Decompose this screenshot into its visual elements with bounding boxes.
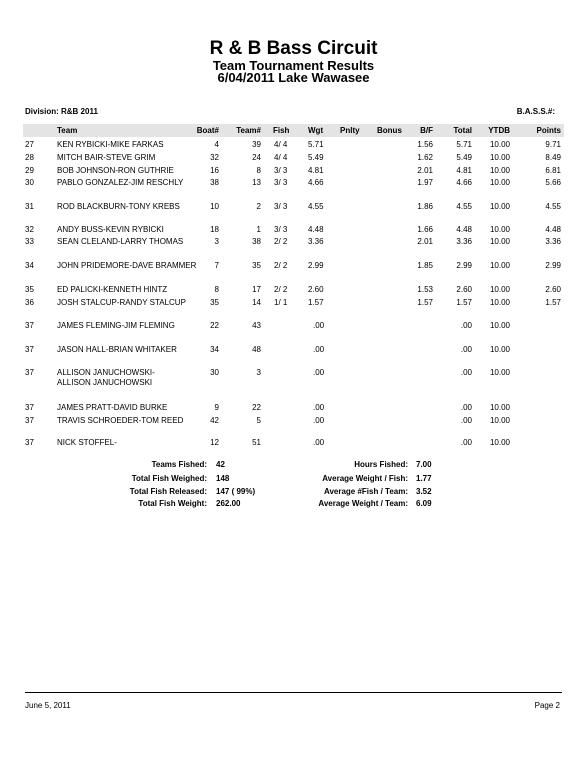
summary-fish-weighed-value: 148 bbox=[216, 474, 230, 483]
row-team-number: 3 bbox=[256, 368, 261, 377]
row-team-number: 39 bbox=[252, 140, 261, 149]
row-team: BOB JOHNSON-RON GUTHRIE bbox=[57, 166, 174, 175]
row-total: .00 bbox=[460, 438, 472, 447]
bass-number-label: B.A.S.S.#: bbox=[516, 107, 555, 116]
row-fish: 2/ 2 bbox=[274, 237, 288, 246]
row-place: 37 bbox=[25, 416, 34, 425]
row-wgt: 2.99 bbox=[308, 261, 324, 270]
row-boat: 9 bbox=[214, 403, 219, 412]
row-place: 36 bbox=[25, 298, 34, 307]
row-boat: 3 bbox=[214, 237, 219, 246]
row-points: 3.36 bbox=[545, 237, 561, 246]
row-total: 2.60 bbox=[456, 285, 472, 294]
col-ytdb: YTDB bbox=[488, 126, 510, 135]
col-bf: B/F bbox=[420, 126, 433, 135]
col-team: Team bbox=[57, 126, 78, 135]
row-team: ALLISON JANUCHOWSKI-ALLISON JANUCHOWSKI bbox=[57, 368, 155, 387]
row-wgt: 3.36 bbox=[308, 237, 324, 246]
row-bf: 2.01 bbox=[417, 166, 433, 175]
row-ytdb: 10.00 bbox=[489, 321, 510, 330]
row-ytdb: 10.00 bbox=[489, 285, 510, 294]
row-points: 5.66 bbox=[545, 178, 561, 187]
row-boat: 7 bbox=[214, 261, 219, 270]
row-wgt: 4.48 bbox=[308, 225, 324, 234]
row-place: 31 bbox=[25, 202, 34, 211]
row-bf: 1.85 bbox=[417, 261, 433, 270]
row-points: 2.99 bbox=[545, 261, 561, 270]
row-team-number: 51 bbox=[252, 438, 261, 447]
summary-avg-fish-team-value: 3.52 bbox=[416, 487, 432, 496]
row-total: .00 bbox=[460, 368, 472, 377]
row-team: JOHN PRIDEMORE-DAVE BRAMMER bbox=[57, 261, 197, 270]
row-boat: 34 bbox=[210, 345, 219, 354]
row-team-number: 24 bbox=[252, 153, 261, 162]
row-team-number: 43 bbox=[252, 321, 261, 330]
row-wgt: 4.55 bbox=[308, 202, 324, 211]
row-team-number: 35 bbox=[252, 261, 261, 270]
row-team-number: 13 bbox=[252, 178, 261, 187]
row-total: 1.57 bbox=[456, 298, 472, 307]
row-boat: 18 bbox=[210, 225, 219, 234]
row-total: 4.48 bbox=[456, 225, 472, 234]
row-team-number: 8 bbox=[256, 166, 261, 175]
row-total: 2.99 bbox=[456, 261, 472, 270]
row-total: .00 bbox=[460, 416, 472, 425]
row-place: 32 bbox=[25, 225, 34, 234]
summary-teams-fished-label: Teams Fished: bbox=[151, 460, 207, 469]
row-total: .00 bbox=[460, 321, 472, 330]
row-wgt: 4.66 bbox=[308, 178, 324, 187]
row-team: SEAN CLELAND-LARRY THOMAS bbox=[57, 237, 184, 246]
row-ytdb: 10.00 bbox=[489, 166, 510, 175]
row-team: NICK STOFFEL- bbox=[57, 438, 117, 447]
row-team: JAMES PRATT-DAVID BURKE bbox=[57, 403, 168, 412]
row-points: 8.49 bbox=[545, 153, 561, 162]
row-boat: 4 bbox=[214, 140, 219, 149]
row-place: 37 bbox=[25, 345, 34, 354]
row-total: 3.36 bbox=[456, 237, 472, 246]
row-wgt: 5.71 bbox=[308, 140, 324, 149]
row-bf: 1.56 bbox=[417, 140, 433, 149]
row-boat: 42 bbox=[210, 416, 219, 425]
row-ytdb: 10.00 bbox=[489, 416, 510, 425]
row-place: 34 bbox=[25, 261, 34, 270]
footer-date: June 5, 2011 bbox=[25, 701, 71, 710]
row-points: 9.71 bbox=[545, 140, 561, 149]
summary-avg-weight-team-value: 6.09 bbox=[416, 499, 432, 508]
summary-avg-fish-team-label: Average #Fish / Team: bbox=[323, 487, 408, 496]
row-boat: 22 bbox=[210, 321, 219, 330]
summary-hours-fished-label: Hours Fished: bbox=[354, 460, 408, 469]
row-total: .00 bbox=[460, 345, 472, 354]
row-team: ANDY BUSS-KEVIN RYBICKI bbox=[57, 225, 164, 234]
summary-avg-weight-fish-label: Average Weight / Fish: bbox=[322, 474, 408, 483]
row-total: 5.71 bbox=[456, 140, 472, 149]
row-wgt: .00 bbox=[313, 416, 325, 425]
row-team-number: 48 bbox=[252, 345, 261, 354]
row-bf: 1.66 bbox=[417, 225, 433, 234]
row-bf: 1.53 bbox=[417, 285, 433, 294]
row-team: PABLO GONZALEZ-JIM RESCHLY bbox=[57, 178, 184, 187]
row-ytdb: 10.00 bbox=[489, 345, 510, 354]
row-fish: 4/ 4 bbox=[274, 140, 288, 149]
row-ytdb: 10.00 bbox=[489, 261, 510, 270]
row-points: 4.48 bbox=[545, 225, 561, 234]
row-ytdb: 10.00 bbox=[489, 225, 510, 234]
row-wgt: 5.49 bbox=[308, 153, 324, 162]
row-ytdb: 10.00 bbox=[489, 438, 510, 447]
row-total: 5.49 bbox=[456, 153, 472, 162]
row-team: JOSH STALCUP-RANDY STALCUP bbox=[57, 298, 186, 307]
summary-fish-released-value: 147 ( 99%) bbox=[216, 487, 256, 496]
row-points: 6.81 bbox=[545, 166, 561, 175]
row-boat: 16 bbox=[210, 166, 219, 175]
row-total: 4.66 bbox=[456, 178, 472, 187]
col-boat: Boat# bbox=[196, 126, 219, 135]
row-place: 37 bbox=[25, 368, 34, 377]
row-place: 28 bbox=[25, 153, 34, 162]
summary-avg-weight-team-label: Average Weight / Team: bbox=[318, 499, 408, 508]
row-ytdb: 10.00 bbox=[489, 140, 510, 149]
row-ytdb: 10.00 bbox=[489, 237, 510, 246]
row-ytdb: 10.00 bbox=[489, 368, 510, 377]
row-team-number: 5 bbox=[256, 416, 261, 425]
row-team-number: 14 bbox=[252, 298, 261, 307]
row-points: 1.57 bbox=[545, 298, 561, 307]
row-fish: 1/ 1 bbox=[274, 298, 288, 307]
row-place: 37 bbox=[25, 403, 34, 412]
row-boat: 32 bbox=[210, 153, 219, 162]
row-ytdb: 10.00 bbox=[489, 153, 510, 162]
row-place: 37 bbox=[25, 438, 34, 447]
row-wgt: .00 bbox=[313, 345, 325, 354]
summary-hours-fished-value: 7.00 bbox=[416, 460, 432, 469]
event-line: 6/04/2011 Lake Wawasee bbox=[217, 70, 370, 85]
row-wgt: .00 bbox=[313, 438, 325, 447]
summary-fish-weight-label: Total Fish Weight: bbox=[138, 499, 207, 508]
row-place: 37 bbox=[25, 321, 34, 330]
row-boat: 12 bbox=[210, 438, 219, 447]
row-points: 2.60 bbox=[545, 285, 561, 294]
row-team: TRAVIS SCHROEDER-TOM REED bbox=[57, 416, 184, 425]
row-bf: 1.97 bbox=[417, 178, 433, 187]
row-bf: 1.62 bbox=[417, 153, 433, 162]
table-header bbox=[23, 124, 564, 137]
col-total: Total bbox=[453, 126, 472, 135]
row-bf: 2.01 bbox=[417, 237, 433, 246]
summary-avg-weight-fish-value: 1.77 bbox=[416, 474, 432, 483]
row-place: 33 bbox=[25, 237, 34, 246]
row-fish: 3/ 3 bbox=[274, 178, 288, 187]
row-bf: 1.57 bbox=[417, 298, 433, 307]
row-fish: 3/ 3 bbox=[274, 166, 288, 175]
row-boat: 38 bbox=[210, 178, 219, 187]
row-total: 4.55 bbox=[456, 202, 472, 211]
row-ytdb: 10.00 bbox=[489, 202, 510, 211]
row-total: .00 bbox=[460, 403, 472, 412]
summary-fish-weighed-label: Total Fish Weighed: bbox=[131, 474, 207, 483]
row-boat: 10 bbox=[210, 202, 219, 211]
row-fish: 2/ 2 bbox=[274, 285, 288, 294]
row-total: 4.81 bbox=[456, 166, 472, 175]
summary-teams-fished-value: 42 bbox=[216, 460, 225, 469]
col-points: Points bbox=[536, 126, 561, 135]
footer-page-number: Page 2 bbox=[534, 701, 560, 710]
row-place: 30 bbox=[25, 178, 34, 187]
row-wgt: 1.57 bbox=[308, 298, 324, 307]
row-bf: 1.86 bbox=[417, 202, 433, 211]
row-fish: 3/ 3 bbox=[274, 202, 288, 211]
row-wgt: 2.60 bbox=[308, 285, 324, 294]
summary-fish-released-label: Total Fish Released: bbox=[129, 487, 207, 496]
row-ytdb: 10.00 bbox=[489, 403, 510, 412]
row-team-number: 38 bbox=[252, 237, 261, 246]
col-team-number: Team# bbox=[236, 126, 261, 135]
row-team: JASON HALL-BRIAN WHITAKER bbox=[57, 345, 177, 354]
row-team: ROD BLACKBURN-TONY KREBS bbox=[57, 202, 180, 211]
summary-fish-weight-value: 262.00 bbox=[216, 499, 241, 508]
row-fish: 3/ 3 bbox=[274, 225, 288, 234]
row-team: JAMES FLEMING-JIM FLEMING bbox=[57, 321, 175, 330]
row-wgt: .00 bbox=[313, 368, 325, 377]
row-points: 4.55 bbox=[545, 202, 561, 211]
division-label: Division: R&B 2011 bbox=[25, 107, 98, 116]
row-team: KEN RYBICKI-MIKE FARKAS bbox=[57, 140, 164, 149]
row-boat: 30 bbox=[210, 368, 219, 377]
row-ytdb: 10.00 bbox=[489, 178, 510, 187]
row-wgt: 4.81 bbox=[308, 166, 324, 175]
footer-divider bbox=[25, 692, 562, 693]
row-place: 35 bbox=[25, 285, 34, 294]
row-boat: 35 bbox=[210, 298, 219, 307]
row-wgt: .00 bbox=[313, 321, 325, 330]
report-subtitle: Team Tournament Results bbox=[212, 58, 375, 73]
report-title: R & B Bass Circuit bbox=[209, 38, 378, 59]
col-bonus: Bonus bbox=[377, 126, 402, 135]
row-wgt: .00 bbox=[313, 403, 325, 412]
row-team-number: 17 bbox=[252, 285, 261, 294]
row-fish: 2/ 2 bbox=[274, 261, 288, 270]
col-pnlty: Pnlty bbox=[340, 126, 360, 135]
row-ytdb: 10.00 bbox=[489, 298, 510, 307]
row-team-number: 1 bbox=[256, 225, 261, 234]
row-place: 27 bbox=[25, 140, 34, 149]
row-team: MITCH BAIR-STEVE GRIM bbox=[57, 153, 156, 162]
row-boat: 8 bbox=[214, 285, 219, 294]
col-wgt: Wgt bbox=[308, 126, 324, 135]
row-place: 29 bbox=[25, 166, 34, 175]
row-team: ED PALICKI-KENNETH HINTZ bbox=[57, 285, 168, 294]
col-fish: Fish bbox=[273, 126, 290, 135]
row-team-number: 2 bbox=[256, 202, 261, 211]
row-fish: 4/ 4 bbox=[274, 153, 288, 162]
row-team-number: 22 bbox=[252, 403, 261, 412]
